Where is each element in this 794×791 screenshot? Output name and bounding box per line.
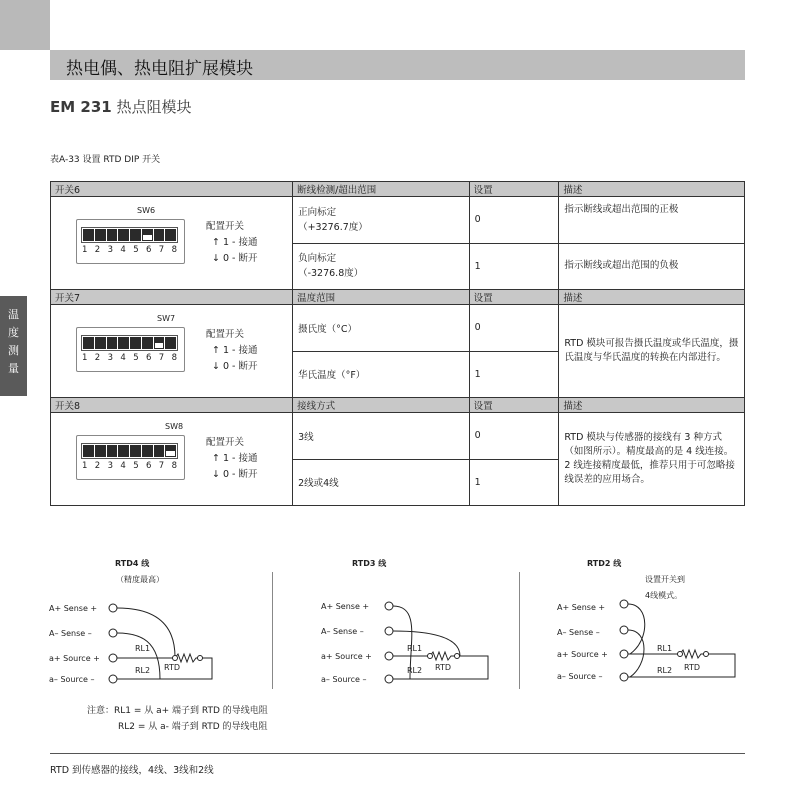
setting-cell: 0 [469,305,559,352]
description-header: 描述 [559,182,745,197]
footer-rule [50,753,745,754]
condition-cell: 华氏温度（°F） [293,351,470,398]
config-on: ↑ 1 - 接通 [212,237,258,248]
switch-numbers [82,461,177,471]
config-legend [206,435,258,483]
dip-switch-cell [51,305,293,398]
setting-header: 设置 [469,398,559,413]
terminal-circle [109,604,117,612]
condition-header: 接线方式 [293,398,470,413]
dip-switch-8 [165,337,176,349]
terminal-circle [385,675,393,683]
note-label: 注意： [87,706,115,716]
dip-switch-3 [107,229,118,241]
junction [173,656,178,661]
rtd-resistor [117,654,212,679]
description-cell: 指示断线或超出范围的正极 [559,197,745,244]
switch-number: 8 [171,353,177,363]
switch-number: 3 [107,461,114,471]
junction [455,654,460,659]
section-name: 热点阻模块 [116,98,192,116]
dip-switch-bank [81,227,178,243]
rtd-label: RTD [684,663,701,672]
junction [198,656,203,661]
config-off: ↓ 0 - 断开 [212,253,258,264]
config-title: 配置开关 [206,437,245,448]
divider-line [519,572,520,689]
switch-number: 7 [158,461,165,471]
dip-switch-2 [95,337,106,349]
rtd2-note: 4线模式。 [645,591,683,600]
switch-number: 8 [171,461,177,471]
switch-number: 2 [94,461,101,471]
table-caption: 表A-33 设置 RTD DIP 开关 [50,155,161,165]
switch-name: SW6 [137,206,156,215]
config-legend [206,219,258,267]
setting-cell: 0 [469,197,559,244]
terminal-label: a– Source – [557,672,603,681]
dip-switch-1 [83,229,94,241]
dip-switch-graphic [51,305,292,397]
dip-switch-body [76,327,185,372]
config-on: ↑ 1 - 接通 [212,345,258,356]
switch-number: 5 [133,245,139,255]
wire [628,630,644,677]
table-header-row [51,398,745,413]
side-tab-char: 温 [8,308,19,321]
config-on: ↑ 1 - 接通 [212,453,258,464]
wire [117,633,160,679]
terminal-circle [385,602,393,610]
dip-switch-7 [154,229,165,241]
dip-switch-7 [154,445,165,457]
side-tab [0,296,27,396]
table-row [51,197,745,244]
dip-switch-2 [95,229,106,241]
rl1-label: RL1 [135,644,151,653]
dip-switch-bank [81,335,178,351]
dip-switch-7 [154,337,165,349]
switch-number: 5 [133,353,139,363]
note-rl1: RL1 = 从 a+ 端子到 RTD 的导线电阻 [114,706,268,716]
switch-number: 4 [120,461,126,471]
rtd-resistor [393,652,488,679]
condition-header: 断线检测/超出范围 [293,182,470,197]
terminal-label: a– Source – [321,675,367,684]
dip-switch-4 [118,229,129,241]
terminal-label: A+ Sense + [557,603,606,612]
rtd2-note: 设置开关到 [645,575,685,584]
terminal-label: A– Sense – [557,628,600,637]
dip-switch-6 [142,229,153,241]
setting-header: 设置 [469,182,559,197]
switch-numbers [82,245,177,255]
terminal-circle [109,629,117,637]
header-bar [50,50,745,80]
condition-cell: 3线 [293,413,470,460]
wire [117,608,175,657]
page-title: 热电偶、热电阻扩展模块 [66,59,253,79]
terminal-circle [109,654,117,662]
note-line [87,703,268,719]
switch-header: 开关7 [51,290,293,305]
switch-number: 3 [107,353,114,363]
rtd3-title: RTD3 线 [352,559,387,568]
switch-number: 6 [145,353,152,363]
dip-switch-6 [142,337,153,349]
dip-switch-body [76,435,185,480]
terminal-label: a+ Source + [557,650,608,659]
table-header-row [51,182,745,197]
side-tab-char: 量 [8,362,19,375]
corner-block [0,0,50,50]
switch-number: 7 [158,353,165,363]
config-off: ↓ 0 - 断开 [212,469,258,480]
rl1-label: RL1 [407,644,423,653]
rtd-label: RTD [164,663,181,672]
config-off: ↓ 0 - 断开 [212,361,258,372]
setting-cell: 1 [469,459,559,506]
wire [393,631,460,656]
terminal-circle [385,627,393,635]
dip-switch-cell [51,197,293,290]
wire [393,606,412,679]
table-row [51,413,745,460]
junction [678,652,683,657]
terminal-circle [620,626,628,634]
note-rl2: RL2 = 从 a- 端子到 RTD 的导线电阻 [118,722,268,732]
dip-switch-4 [118,337,129,349]
side-tab-char: 测 [8,344,19,357]
rtd-resistor [628,650,735,677]
rl2-label: RL2 [407,666,423,675]
section-code: EM 231 [50,98,112,116]
description-header: 描述 [559,398,745,413]
dip-switch-5 [130,337,141,349]
terminal-circle [385,652,393,660]
terminal-label: a– Source – [49,675,95,684]
switch-number: 5 [133,461,139,471]
description-cell: RTD 模块与传感器的接线有 3 种方式（如图所示）。精度最高的是 4 线连接。2 线连接精度最低，推荐只用于可忽略接线误差的应用场合。 [559,413,745,506]
setting-header: 设置 [469,290,559,305]
description-cell: RTD 模块可报告摄氏温度或华氏温度，摄氏温度与华氏温度的转换在内部进行。 [559,305,745,398]
switch-name: SW7 [157,314,176,323]
switch-number: 1 [82,461,88,471]
section-title [50,96,192,117]
switch-number: 4 [120,245,126,255]
switch-number: 1 [82,353,88,363]
dip-switch-1 [83,445,94,457]
dip-switch-5 [130,445,141,457]
dip-switch-1 [83,337,94,349]
setting-cell: 1 [469,351,559,398]
dip-switch-3 [107,445,118,457]
config-title: 配置开关 [206,221,245,232]
dip-switch-2 [95,445,106,457]
dip-switch-graphic [51,413,292,505]
setting-cell: 1 [469,243,559,290]
figure-caption: RTD 到传感器的接线，4线、3线和2线 [50,765,214,776]
condition-cell: 负向标定 （-3276.8度） [293,243,470,290]
setting-cell: 0 [469,413,559,460]
terminal-circle [109,675,117,683]
terminal-circle [620,600,628,608]
condition-header: 温度范围 [293,290,470,305]
terminal-circle [620,650,628,658]
rl1-label: RL1 [657,644,673,653]
switch-number: 2 [94,353,101,363]
side-tab-char: 度 [8,326,19,339]
config-title: 配置开关 [206,329,245,340]
switch-number: 4 [120,353,126,363]
dip-switch-8 [165,445,176,457]
dip-switch-graphic [51,197,292,289]
rtd4-subtitle: （精度最高） [116,575,164,584]
dip-switch-cell [51,413,293,506]
divider-line [272,572,273,689]
dip-switch-3 [107,337,118,349]
dip-switch-5 [130,229,141,241]
terminal-label: A+ Sense + [321,602,370,611]
terminal-label: A– Sense – [49,629,92,638]
description-cell: 指示断线或超出范围的负极 [559,243,745,290]
dip-switch-body [76,219,185,264]
switch-name: SW8 [165,422,184,431]
switch-header: 开关8 [51,398,293,413]
switch-number: 7 [158,245,165,255]
switch-number: 6 [145,245,152,255]
rtd2-title: RTD2 线 [587,559,622,568]
condition-cell: 摄氏度（°C） [293,305,470,352]
switch-number: 6 [145,461,152,471]
config-legend [206,327,258,375]
table-row [51,305,745,352]
note-block [87,703,268,735]
junction [428,654,433,659]
rtd4-title: RTD4 线 [115,559,150,568]
wire [628,604,645,654]
terminal-label: a+ Source + [49,654,100,663]
switch-numbers [82,353,177,363]
terminal-label: a+ Source + [321,652,372,661]
switch-header: 开关6 [51,182,293,197]
rl2-label: RL2 [657,666,673,675]
switch-number: 1 [82,245,88,255]
rtd-label: RTD [435,663,452,672]
dip-switch-table [50,181,745,506]
dip-switch-4 [118,445,129,457]
switch-number: 2 [94,245,101,255]
rl2-label: RL2 [135,666,151,675]
terminal-label: A– Sense – [321,627,364,636]
terminal-label: A+ Sense + [49,604,98,613]
table-header-row [51,290,745,305]
condition-cell: 正向标定 （+3276.7度） [293,197,470,244]
dip-switch-8 [165,229,176,241]
junction [704,652,709,657]
terminal-circle [620,673,628,681]
dip-switch-bank [81,443,178,459]
dip-switch-6 [142,445,153,457]
condition-cell: 2线或4线 [293,459,470,506]
switch-number: 3 [107,245,114,255]
switch-number: 8 [171,245,177,255]
description-header: 描述 [559,290,745,305]
